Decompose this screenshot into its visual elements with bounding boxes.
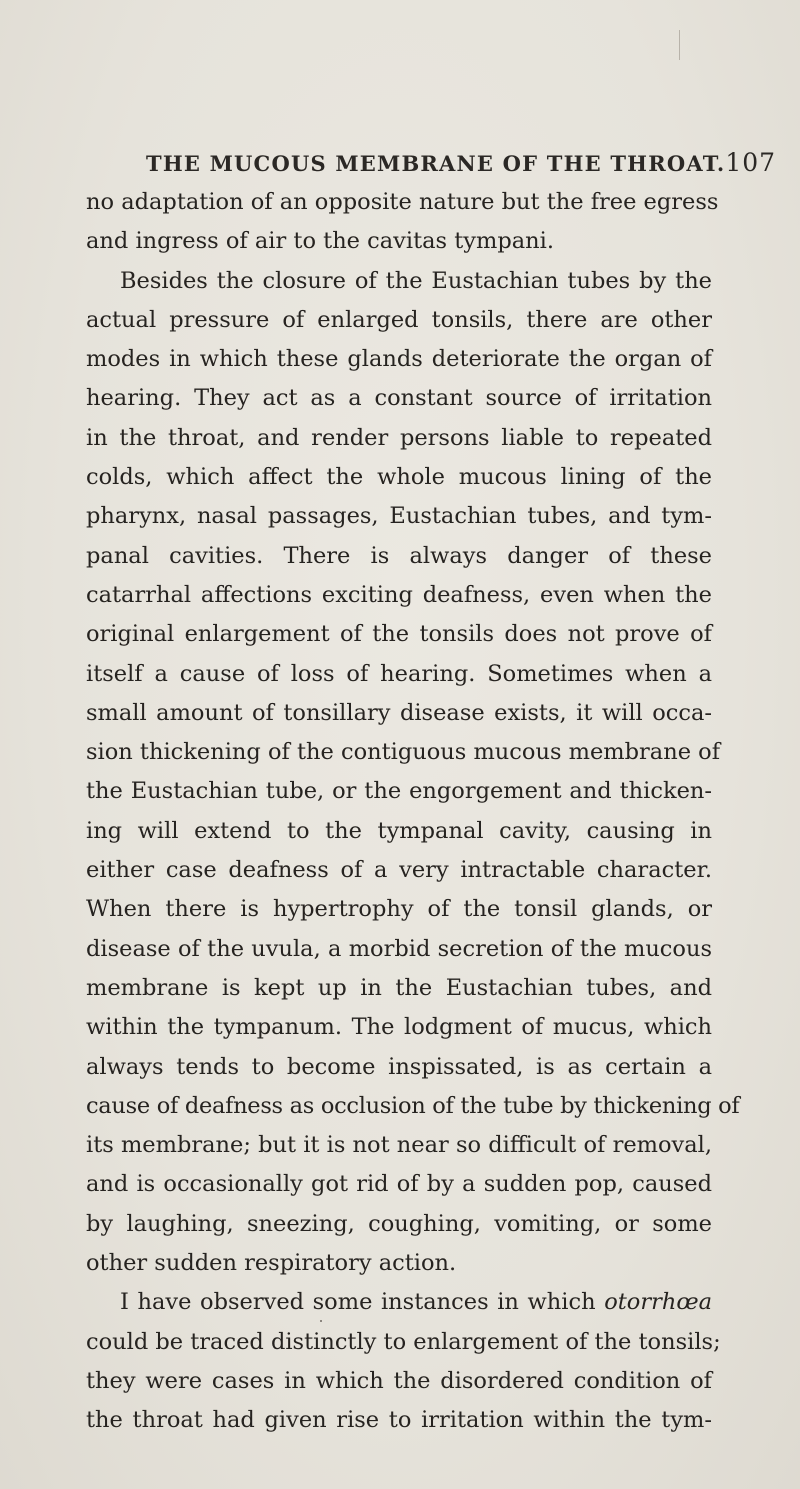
text-line: small amount of tonsillary disease exists, it will occa-: [86, 699, 712, 726]
text-line: itself a cause of loss of hearing. Sometimes when a: [86, 660, 712, 687]
text-line: the throat had given rise to irritation within the tym-: [86, 1407, 712, 1434]
italic-term: otorrhœa: [604, 1289, 712, 1316]
text-run: I have observed some instances in which: [120, 1289, 605, 1316]
text-line: cause of deafness as occlusion of the tube by thickening of: [86, 1092, 740, 1119]
text-line: actual pressure of enlarged tonsils, there are other: [86, 306, 712, 333]
text-line: membrane is kept up in the Eustachian tubes, and: [86, 974, 712, 1001]
text-line: they were cases in which the disordered condition of: [86, 1367, 712, 1394]
text-line: panal cavities. There is always danger of these: [86, 542, 712, 569]
text-line: disease of the uvula, a morbid secretion of the mucous: [86, 935, 712, 962]
text-line: hearing. They act as a constant source of irritation: [86, 385, 712, 412]
text-line: within the tympanum. The lodgment of mucus, which: [86, 1014, 712, 1041]
text-line: When there is hypertrophy of the tonsil glands, or: [86, 896, 712, 923]
running-head: [146, 148, 777, 188]
text-line: either case deafness of a very intractable character.: [86, 857, 712, 884]
text-line: and ingress of air to the cavitas tympani.: [86, 228, 554, 255]
page-crease-mark: [679, 30, 680, 60]
text-line: in the throat, and render persons liable to repeated: [86, 424, 712, 451]
text-line: sion thickening of the contiguous mucous membrane of: [86, 739, 721, 766]
running-title: THE MUCOUS MEMBRANE OF THE THROAT.: [146, 151, 726, 176]
paper-speck: [320, 1320, 322, 1322]
text-line: no adaptation of an opposite nature but the free egress: [86, 189, 719, 215]
text-line: ing will extend to the tympanal cavity, causing in: [86, 817, 712, 844]
text-line: and is occasionally got rid of by a sudden pop, caused: [86, 1171, 712, 1198]
text-line: the Eustachian tube, or the engorgement and thicken-: [86, 778, 712, 805]
text-line: always tends to become inspissated, is as certain a: [86, 1053, 712, 1080]
page-number: 107: [725, 148, 777, 177]
text-line: colds, which affect the whole mucous lining of the: [86, 464, 712, 491]
text-line: could be traced distinctly to enlargement of the tonsils;: [86, 1328, 721, 1355]
paragraph-start-line: Besides the closure of the Eustachian tubes by the: [120, 267, 712, 294]
body-text: [86, 183, 740, 1441]
paragraph-start-line: [86, 1283, 712, 1322]
text-line: other sudden respiratory action.: [86, 1250, 457, 1277]
text-line: its membrane; but it is not near so difficult of removal,: [86, 1132, 712, 1159]
text-line: catarrhal affections exciting deafness, even when the: [86, 581, 712, 608]
text-line: by laughing, sneezing, coughing, vomiting, or some: [86, 1210, 712, 1237]
text-line: pharynx, nasal passages, Eustachian tubes, and tym-: [86, 503, 712, 530]
text-line: original enlargement of the tonsils does not prove of: [86, 621, 712, 648]
text-line: modes in which these glands deteriorate the organ of: [86, 346, 712, 373]
